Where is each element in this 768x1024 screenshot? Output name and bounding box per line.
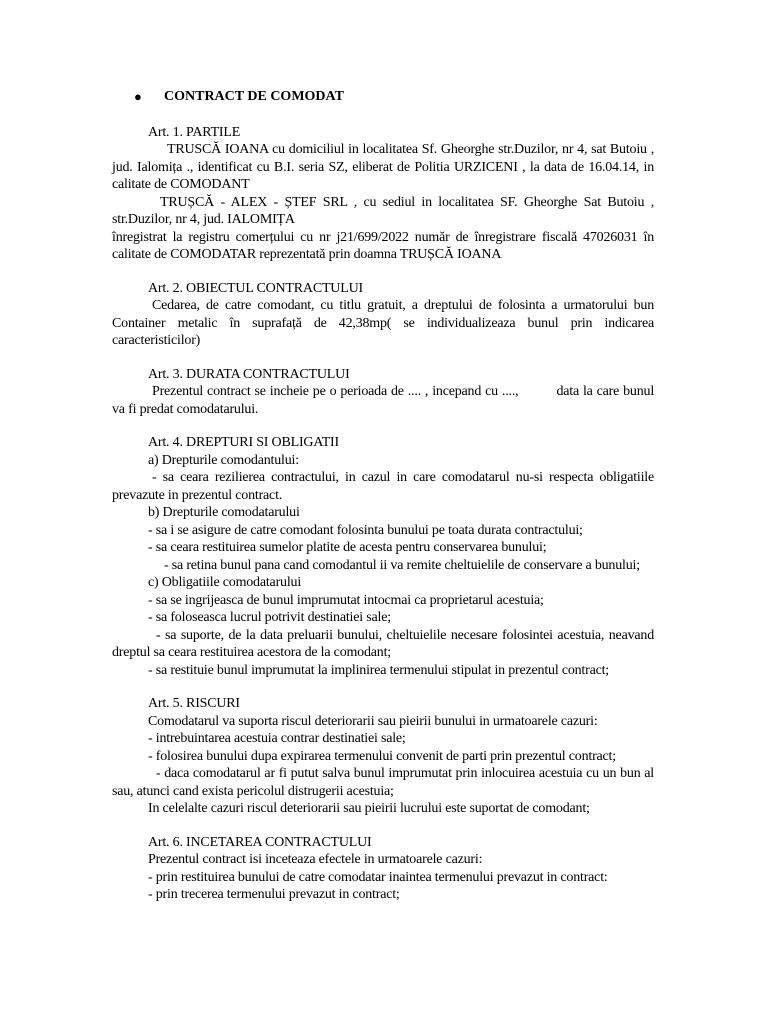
article-1-registration: înregistrat la registru comerțului cu nr j21/699/2022 număr de înregistrare fiscală 47026031 în calitate de COMODATAR reprezentată prin doamna TRUȘCĂ IOANA	[112, 229, 654, 262]
article-4-b2: - sa ceara restituirea sumelor platite de acesta pentru conservarea bunului;	[148, 540, 547, 555]
article-4-c4: - sa restituie bunul imprumutat la implinirea termenului stipulat in prezentul contract;	[148, 662, 609, 678]
article-6-intro: Prezentul contract isi inceteaza efectele in urmatoarele cazuri:	[148, 852, 483, 867]
article-5-r2: - folosirea bunului dupa expirarea termenului convenit de parti prin prezentul contract;	[148, 748, 616, 764]
article-4-c2: - sa foloseasca lucrul potrivit destinatiei sale;	[148, 610, 391, 625]
article-4-b-label: b) Drepturile comodatarului	[148, 505, 300, 520]
title-row	[134, 88, 654, 106]
article-6-i1: - prin restituirea bunului de catre comodatar inaintea termenului prevazut in contract:	[148, 869, 608, 885]
article-5-r1: - intrebuintarea acestuia contrar destinatiei sale;	[148, 731, 406, 746]
article-3-heading: Art. 3. DURATA CONTRACTULUI	[148, 366, 350, 382]
article-4-c1: - sa se ingrijeasca de bunul imprumutat intocmai ca proprietarul acestuia;	[148, 592, 544, 608]
article-2-heading: Art. 2. OBIECTUL CONTRACTULUI	[148, 280, 363, 296]
bullet-icon: ●	[134, 89, 142, 104]
article-3-text	[112, 383, 654, 418]
article-1	[112, 124, 654, 264]
article-5-r4: In celelalte cazuri riscul deteriorarii sau pieirii lucrului este suportat de comodant;	[148, 801, 590, 816]
article-5-intro: Comodatarul va suporta riscul deteriorarii sau pieirii bunului in urmatoarele cazuri:	[148, 713, 598, 729]
article-3-text-part2: data la care bunul va fi predat comodatarului.	[112, 384, 655, 417]
article-4-heading: Art. 4. DREPTURI SI OBLIGATII	[148, 435, 339, 450]
article-1-heading: Art. 1. PARTILE	[148, 124, 241, 140]
article-4-a1: - sa ceara rezilierea contractului, in cazul in care comodatarul nu-si respecta obligatiile prevazute in prezentul contract.	[112, 470, 654, 503]
article-5	[112, 695, 654, 818]
article-1-comodant: TRUSCĂ IOANA cu domiciliul in localitatea Sf. Gheorghe str.Duzilor, nr 4, sat Butoiu , jud. Ialomița ., identificat cu B.I. seria SZ, eliberat de Politia URZICENI , la data de 16.04.14, in calitate de COMODANT	[112, 142, 654, 192]
article-4-b3: - sa retina bunul pana cand comodantul ii va remite cheltuielile de conservare a bunului;	[164, 557, 640, 573]
article-4	[112, 434, 654, 679]
article-4-a-label: a) Drepturile comodantului:	[148, 452, 299, 468]
article-2-text: Cedarea, de catre comodant, cu titlu gratuit, a dreptului de folosinta a urmatorului bun Container metalic în suprafață de 42,38mp( se individualizeaza bunul prin indicarea caracteristicilor)	[112, 298, 654, 348]
article-4-b1: - sa i se asigure de catre comodant folosinta bunului pe toata durata contractului;	[148, 522, 583, 538]
article-5-r3: - daca comodatarul ar fi putut salva bunul imprumutat prin inlocuirea acestuia cu un bun al sau, atunci cand exista pericolul distrugerii acestuia;	[112, 766, 654, 799]
contract-title: CONTRACT DE COMODAT	[164, 89, 344, 104]
article-3	[112, 366, 654, 419]
article-3-text-part1: Prezentul contract se incheie pe o perioada de .... , incepand cu ....,	[152, 384, 519, 399]
article-6-heading: Art. 6. INCETAREA CONTRACTULUI	[148, 834, 372, 850]
article-4-c-label: c) Obligatiile comodatarului	[148, 575, 302, 590]
article-1-comodatar: TRUȘCĂ - ALEX - ȘTEF SRL , cu sediul in localitatea SF. Gheorghe Sat Butoiu , str.Duzilor, nr 4, jud. IALOMIȚA	[112, 194, 654, 227]
article-2	[112, 280, 654, 350]
article-6-i2: - prin trecerea termenului prevazut in contract;	[148, 887, 400, 902]
article-6	[112, 834, 654, 904]
article-5-heading: Art. 5. RISCURI	[148, 696, 240, 711]
article-4-c3: - sa suporte, de la data preluarii bunului, cheltuielile necesare folosintei acestuia, neavand dreptul sa ceara restituirea acestora de la comodant;	[112, 627, 654, 660]
